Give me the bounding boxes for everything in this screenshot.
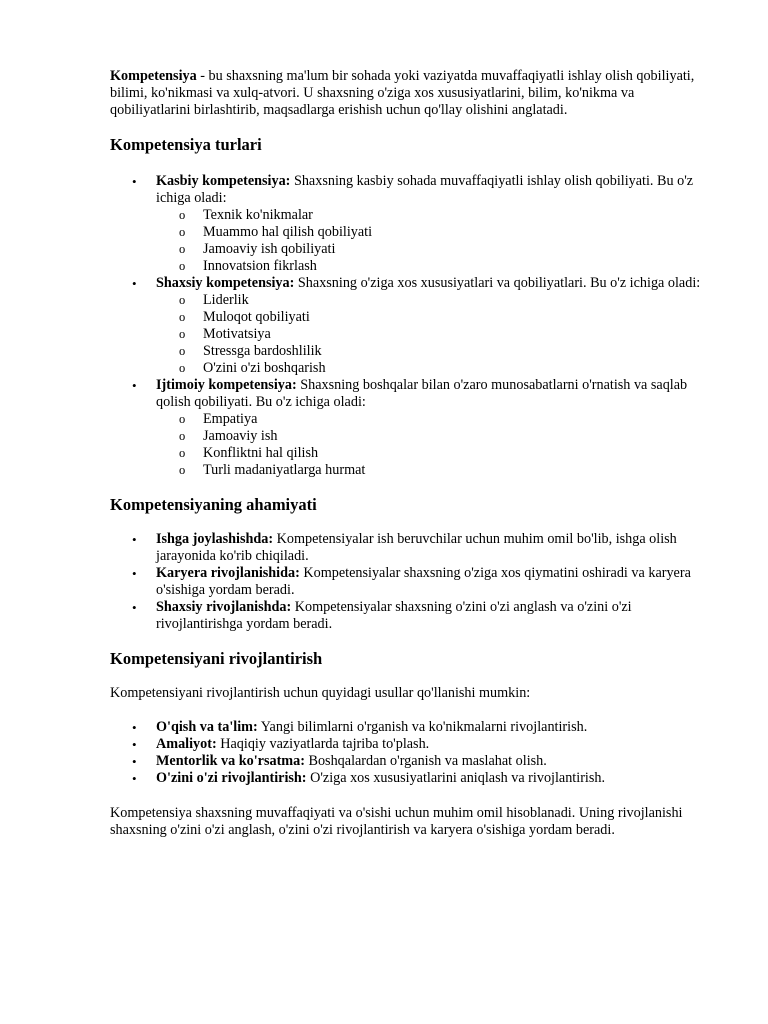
list-item — [110, 173, 715, 275]
competency-types-list — [110, 173, 715, 479]
list-item-text: O'ziga xos xususiyatlarini aniqlash va rivojlantirish. — [306, 770, 606, 786]
list-item-text: Kompetensiyalar shaxsning o'zini o'zi anglash va o'zini o'zi rivojlantirishga yordam beradi. — [156, 599, 632, 632]
list-item — [110, 531, 715, 565]
sub-list-item: o Innovatsion fikrlash — [156, 258, 715, 275]
sub-list — [156, 411, 715, 479]
sub-list — [156, 207, 715, 275]
list-item-text: Haqiqiy vaziyatlarda tajriba to'plash. — [216, 736, 430, 752]
sub-list-item: o Stressga bardoshlilik — [156, 343, 715, 360]
sub-list-item: o Texnik ko'nikmalar — [156, 207, 715, 224]
list-item-term: Kasbiy kompetensiya: — [156, 173, 291, 189]
intro-paragraph — [110, 68, 715, 119]
sub-list-item: o Turli madaniyatlarga hurmat — [156, 462, 715, 479]
list-item-term: Karyera rivojlanishida: — [156, 565, 300, 581]
list-item-text: Shaxsning kasbiy sohada muvaffaqiyatli ishlay olish qobiliyati. Bu o'z ichiga oladi: — [156, 173, 694, 206]
list-item — [110, 719, 715, 736]
list-item-term: Ishga joylashishda: — [156, 531, 274, 547]
list-item — [110, 275, 715, 377]
sub-list-item: o Muammo hal qilish qobiliyati — [156, 224, 715, 241]
sub-list-item: o Konfliktni hal qilish — [156, 445, 715, 462]
section-heading-rivojlantirish: Kompetensiyani rivojlantirish — [110, 649, 323, 668]
list-item — [110, 377, 715, 479]
list-item-term: Mentorlik va ko'rsatma: — [156, 753, 305, 769]
sub-list-item: o Muloqot qobiliyati — [156, 309, 715, 326]
sub-list-item: o Liderlik — [156, 292, 715, 309]
list-item-term: Shaxsiy kompetensiya: — [156, 275, 295, 291]
conclusion-paragraph: Kompetensiya shaxsning muvaffaqiyati va o'sishi uchun muhim omil hisoblanadi. Uning rivojlanishi shaxsning o'zini o'zi anglash, o'zini o'zi rivojlantirish va karyera o'sishiga yordam beradi. — [110, 805, 683, 838]
section-lead: Kompetensiyani rivojlantirish uchun quyidagi usullar qo'llanishi mumkin: — [110, 685, 531, 701]
sub-list-item: o Motivatsiya — [156, 326, 715, 343]
intro-term: Kompetensiya — [110, 68, 197, 84]
list-item-text: Kompetensiyalar ish beruvchilar uchun muhim omil bo'lib, ishga olish jarayonida ko'rib chiqiladi. — [156, 531, 677, 564]
sub-list — [156, 292, 715, 377]
sub-list-item: o Jamoaviy ish — [156, 428, 715, 445]
list-item-text: Boshqalardan o'rganish va maslahat olish. — [304, 753, 547, 769]
list-item — [110, 753, 715, 770]
sub-list-item: o Empatiya — [156, 411, 715, 428]
sub-list-item: o O'zini o'zi boshqarish — [156, 360, 715, 377]
list-item-term: Amaliyot: — [156, 736, 217, 752]
list-item-text: Shaxsning o'ziga xos xususiyatlari va qobiliyatlari. Bu o'z ichiga oladi: — [294, 275, 701, 291]
intro-text: - bu shaxsning ma'lum bir sohada yoki vaziyatda muvaffaqiyatli ishlay olish qobiliyati, bilimi, ko'nikmasi va xulq-atvori. U shaxsning o'ziga xos xususiyatlarini, bilim, ko'nikma va qobiliyatlarini birlashtirib, maqsadlarga erishish uchun qo'llay olishini anglatadi. — [110, 68, 695, 118]
list-item-term: Ijtimoiy kompetensiya: — [156, 377, 297, 393]
list-item-text: Shaxsning boshqalar bilan o'zaro munosabatlarni o'rnatish va saqlab qolish qobiliyati. Bu o'z ichiga oladi: — [156, 377, 688, 410]
list-item — [110, 770, 715, 787]
list-item — [110, 565, 715, 599]
section-heading-turlari: Kompetensiya turlari — [110, 135, 262, 154]
sub-list-item: o Jamoaviy ish qobiliyati — [156, 241, 715, 258]
list-item — [110, 736, 715, 753]
importance-list — [110, 531, 715, 633]
list-item-term: O'qish va ta'lim: — [156, 719, 258, 735]
list-item-text: Kompetensiyalar shaxsning o'ziga xos qiymatini oshiradi va karyera o'sishiga yordam beradi. — [156, 565, 691, 598]
list-item-text: Yangi bilimlarni o'rganish va ko'nikmalarni rivojlantirish. — [257, 719, 588, 735]
list-item — [110, 599, 715, 633]
list-item-term: O'zini o'zi rivojlantirish: — [156, 770, 307, 786]
list-item-term: Shaxsiy rivojlanishda: — [156, 599, 292, 615]
development-list — [110, 719, 715, 787]
section-heading-ahamiyati: Kompetensiyaning ahamiyati — [110, 495, 317, 514]
document-page — [110, 68, 715, 839]
